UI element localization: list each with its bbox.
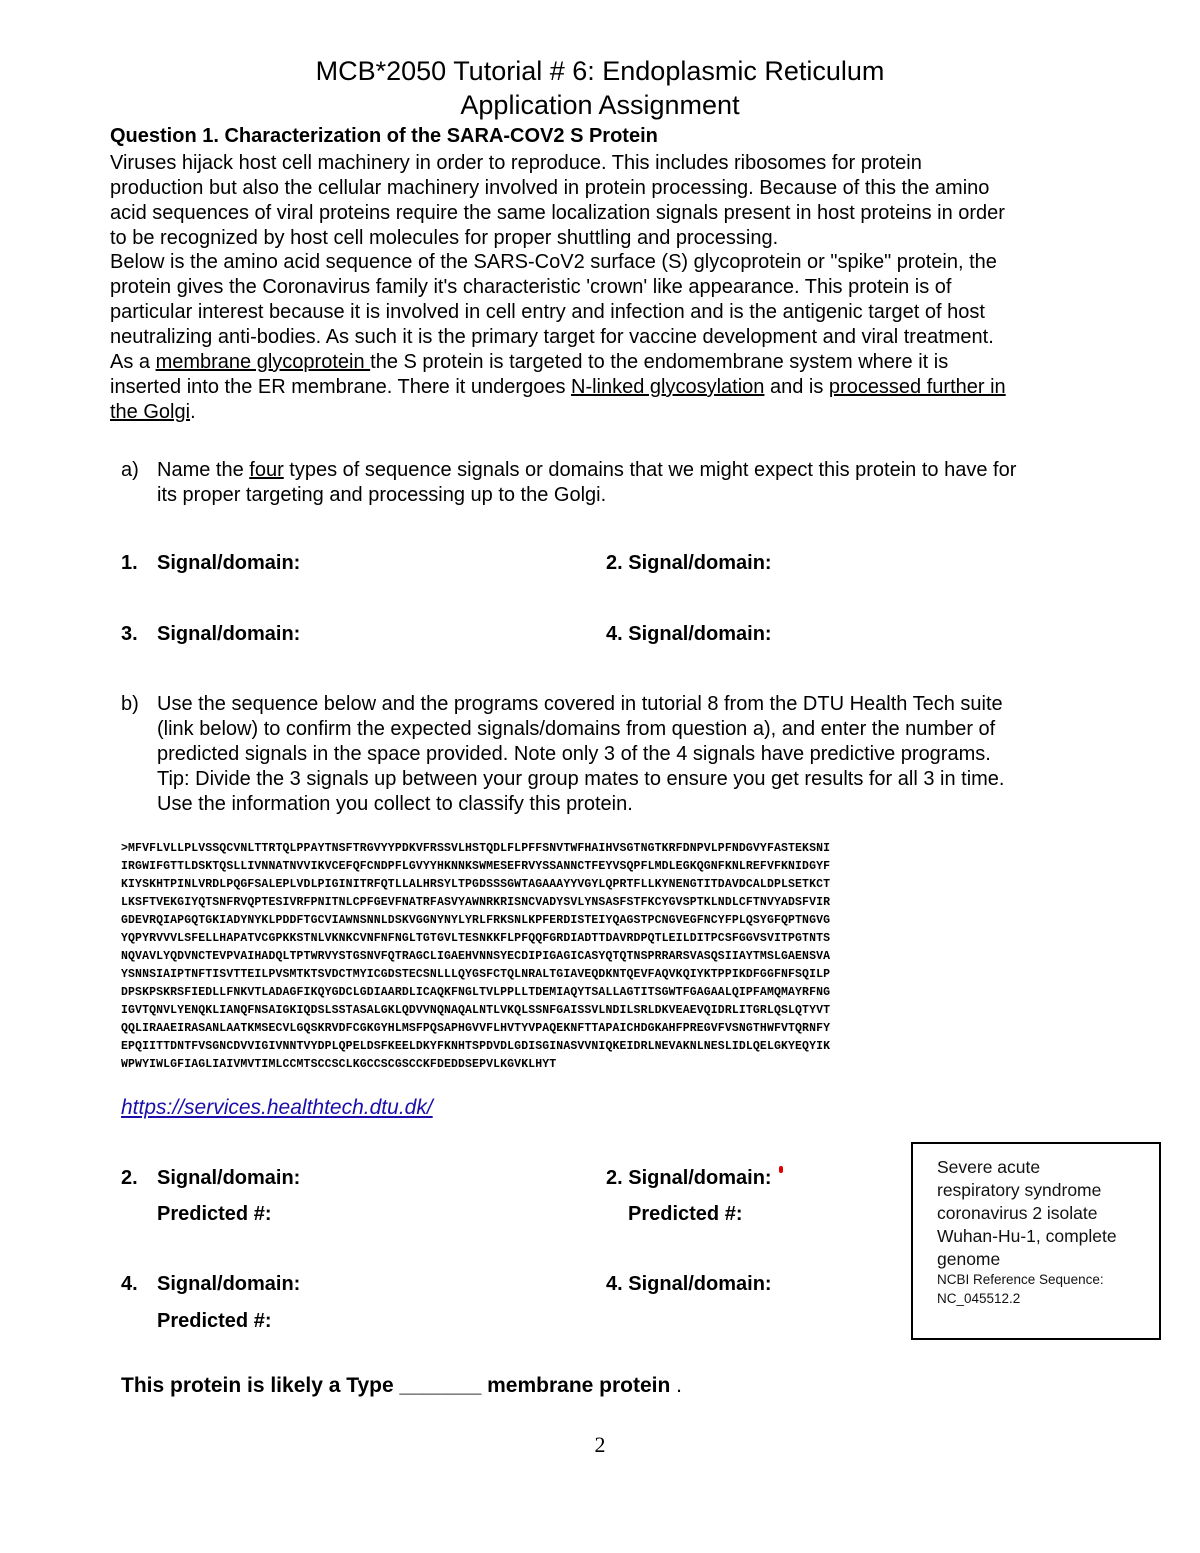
genome-info-box <box>911 1142 1161 1340</box>
intro-line: production but also the cellular machinery involved in protein processing. Because of this the amino <box>110 177 990 199</box>
part-b-marker: b) <box>121 693 139 715</box>
predicted-count-2: Predicted #: <box>628 1203 743 1225</box>
the-golgi-underlined: the Golgi <box>110 401 191 423</box>
sequence-line: YQPYRVVVLSFELLHAPATVCGPKKSTNLVKNKCVNFNFNGLTGTGVLTESNKKFLPFQQFGRDIADTTDAVRDPQTLEILDITPCSFGGVSVITPGTNTS <box>121 932 831 945</box>
n-linked-glycosylation-underlined: N-linked glycosylation <box>571 376 765 398</box>
membrane-glycoprotein-underlined: membrane glycoprotein <box>155 351 371 373</box>
page-number: 2 <box>594 1432 606 1457</box>
question-1-heading: Question 1. Characterization of the SARA-COV2 S Protein <box>110 125 658 147</box>
intro-line: acid sequences of viral proteins require the same localization signals present in host proteins in order <box>110 202 1005 224</box>
sequence-line: EPQIITTDNTFVSGNCDVVIGIVNNTVYDPLQPELDSFKEELDKYFKNHTSPDVDLGDISGINASVVNIQKEIDRLNEVAKNLNESLIDLQELGKYEQYIK <box>121 1040 831 1053</box>
info-line: coronavirus 2 isolate <box>937 1203 1098 1223</box>
info-line: respiratory syndrome <box>937 1180 1102 1200</box>
classification-statement: This protein is likely a Type _______ membrane protein . <box>121 1374 682 1397</box>
part-b-question: b) Use the sequence below and the programs covered in tutorial 8 from the DTU Health Tech suite (link below) to confirm the expected signals/domains from question a), and enter the number of predicted signals in the space provided. Note only 3 of the 4 signals have predictive programs. Tip: Divide the 3 signals up between your group mates to ensure you get results for all 3 in time. Use the information you collect to classify this protein. <box>121 693 1005 815</box>
intro-line: to be recognized by host cell molecules for proper shuttling and processing. <box>110 227 779 249</box>
sequence-line: GDEVRQIAPGQTGKIADYNYKLPDDFTGCVIAWNSNNLDSKVGGNYNYLYRLFRKSNLKPFERDISTEIYQAGSTPCNGVEGFNCYFPLQSYGFQPTNGVG <box>121 914 831 927</box>
signal-domain-2: 2. Signal/domain: <box>606 552 772 574</box>
sequence-line: WPWYIWLGFIAGLIAIVMVTIMLCCMTSCCSCLKGCCSCGSCCKFDEDDSEPVLKGVKLHYT <box>121 1058 557 1071</box>
predicted-signal-1: 2. Signal/domain: <box>121 1167 301 1189</box>
sequence-line: IGVTQNVLYENQKLIANQFNSAIGKIQDSLSSTASALGKLQDVVNQNAQALNTLVKQLSSNFGAISSVLNDILSRLDKVEAEVQIDRLITGRLQSLQTYVT <box>121 1004 831 1017</box>
part-a-question: a) Name the four types of sequence signals or domains that we might expect this protein to have for its proper targeting and processing up to the Golgi. <box>121 459 1017 506</box>
predicted-count-3: Predicted #: <box>157 1310 272 1332</box>
sequence-line: LKSFTVEKGIYQTSNFRVQPTESIVRFPNITNLCPFGEVFNATRFASVYAWNRKRISNCVADYSVLYNSASFSTFKCYGVSPTKLNDLCFTNVYADSFVIR <box>121 896 831 909</box>
sequence-line: IRGWIFGTTLDSKTQSLLIVNNATNVVIKVCEFQFCNDPFLGVYYHKNNKSWMESEFRVYSSANNCTFEYVSQPFLMDLEGKQGNFKNLREFVFKNIDGYF <box>121 860 831 873</box>
predicted-signal-3: 4. Signal/domain: <box>121 1273 301 1295</box>
spike-line: particular interest because it is involved in cell entry and infection and is the antigenic target of host <box>110 301 985 323</box>
sequence-line: YSNNSIAIPTNFTISVTTEILPVSMTKTSVDCTMYICGDSTECSNLLLQYGSFCTQLNRALTGIAVEQDKNTQEVFAQVKQIYKTPPIKDFGGFNFSQILP <box>121 968 831 981</box>
intro-paragraph <box>110 151 1110 251</box>
sequence-line: KIYSKHTPINLVRDLPQGFSALEPLVDLPIGINITRFQTLLALHRSYLTPGDSSSGWTAGAAAYYVGYLQPRTFLLKYNENGTITDAVDCALDPLSETKCT <box>121 878 831 891</box>
info-line: Severe acute <box>937 1157 1041 1177</box>
info-line: genome <box>937 1249 1001 1269</box>
predicted-signal-4: 4. Signal/domain: <box>606 1273 772 1295</box>
sequence-line: >MFVFLVLLPLVSSQCVNLTTRTQLPPAYTNSFTRGVYYPDKVFRSSVLHSTQDLFLPFFSNVTWFHAIHVSGTNGTKRFDNPVLPFNDGVYFASTEKSNI <box>121 842 831 855</box>
signal-domain-1: 1. Signal/domain: <box>121 552 301 574</box>
spike-line: neutralizing anti-bodies. As such it is the primary target for vaccine development and viral treatment. <box>110 326 994 348</box>
dtu-healthtech-link[interactable]: https://services.healthtech.dtu.dk/ <box>121 1096 433 1119</box>
document-title-line2: Application Assignment <box>460 90 740 120</box>
processed-golgi-underlined: processed further in <box>828 376 1006 398</box>
four-underlined: four <box>249 459 284 481</box>
glycoprotein-paragraph: As a membrane glycoprotein the S protein is targeted to the endomembrane system where it is inserted into the ER membrane. There it undergoes N-linked glycosylation and is processed further in the Golgi. <box>110 351 1006 423</box>
document-title-line1: MCB*2050 Tutorial # 6: Endoplasmic Reticulum <box>315 56 885 86</box>
sequence-line: DPSKPSKRSFIEDLLFNKVTLADAGFIKQYGDCLGDIAARDLICAQKFNGLTVLPPLLTDEMIAQYTSALLAGTITSGWTFGAGAALQIPFAMQMAYRFNG <box>121 986 831 999</box>
signal-domain-4: 4. Signal/domain: <box>606 623 772 645</box>
sequence-line: QQLIRAAEIRASANLAATKMSECVLGQSKRVDFCGKGYHLMSFPQSAPHGVVFLHVTYVPAQEKNFTTAPAICHDGKAHFPREGVFVSNGTHWFVTQRNFY <box>121 1022 831 1035</box>
amino-acid-sequence <box>121 840 830 1074</box>
spike-line: Below is the amino acid sequence of the SARS-CoV2 surface (S) glycoprotein or "spike" protein, the <box>110 251 997 273</box>
info-line: Wuhan-Hu-1, complete <box>937 1226 1117 1246</box>
spike-line: protein gives the Coronavirus family it's characteristic 'crown' like appearance. This protein is of <box>110 276 952 298</box>
predicted-count-1: Predicted #: <box>157 1203 272 1225</box>
part-a-marker: a) <box>121 459 139 481</box>
signal-domain-3: 3. Signal/domain: <box>121 623 301 645</box>
ncbi-ref-id: NC_045512.2 <box>937 1291 1021 1306</box>
predicted-signal-2: 2. Signal/domain: <box>606 1167 772 1189</box>
intro-line: Viruses hijack host cell machinery in order to reproduce. This includes ribosomes for protein <box>110 152 922 174</box>
red-comment-mark <box>779 1166 783 1173</box>
ncbi-ref-label: NCBI Reference Sequence: <box>937 1272 1104 1287</box>
sequence-line: NQVAVLYQDVNCTEVPVAIHADQLTPTWRVYSTGSNVFQTRAGCLIGAEHVNNSYECDIPIGAGICASYQTQTNSPRRARSVASQSIIAYTMSLGAENSVA <box>121 950 831 963</box>
spike-protein-paragraph <box>110 250 1110 350</box>
